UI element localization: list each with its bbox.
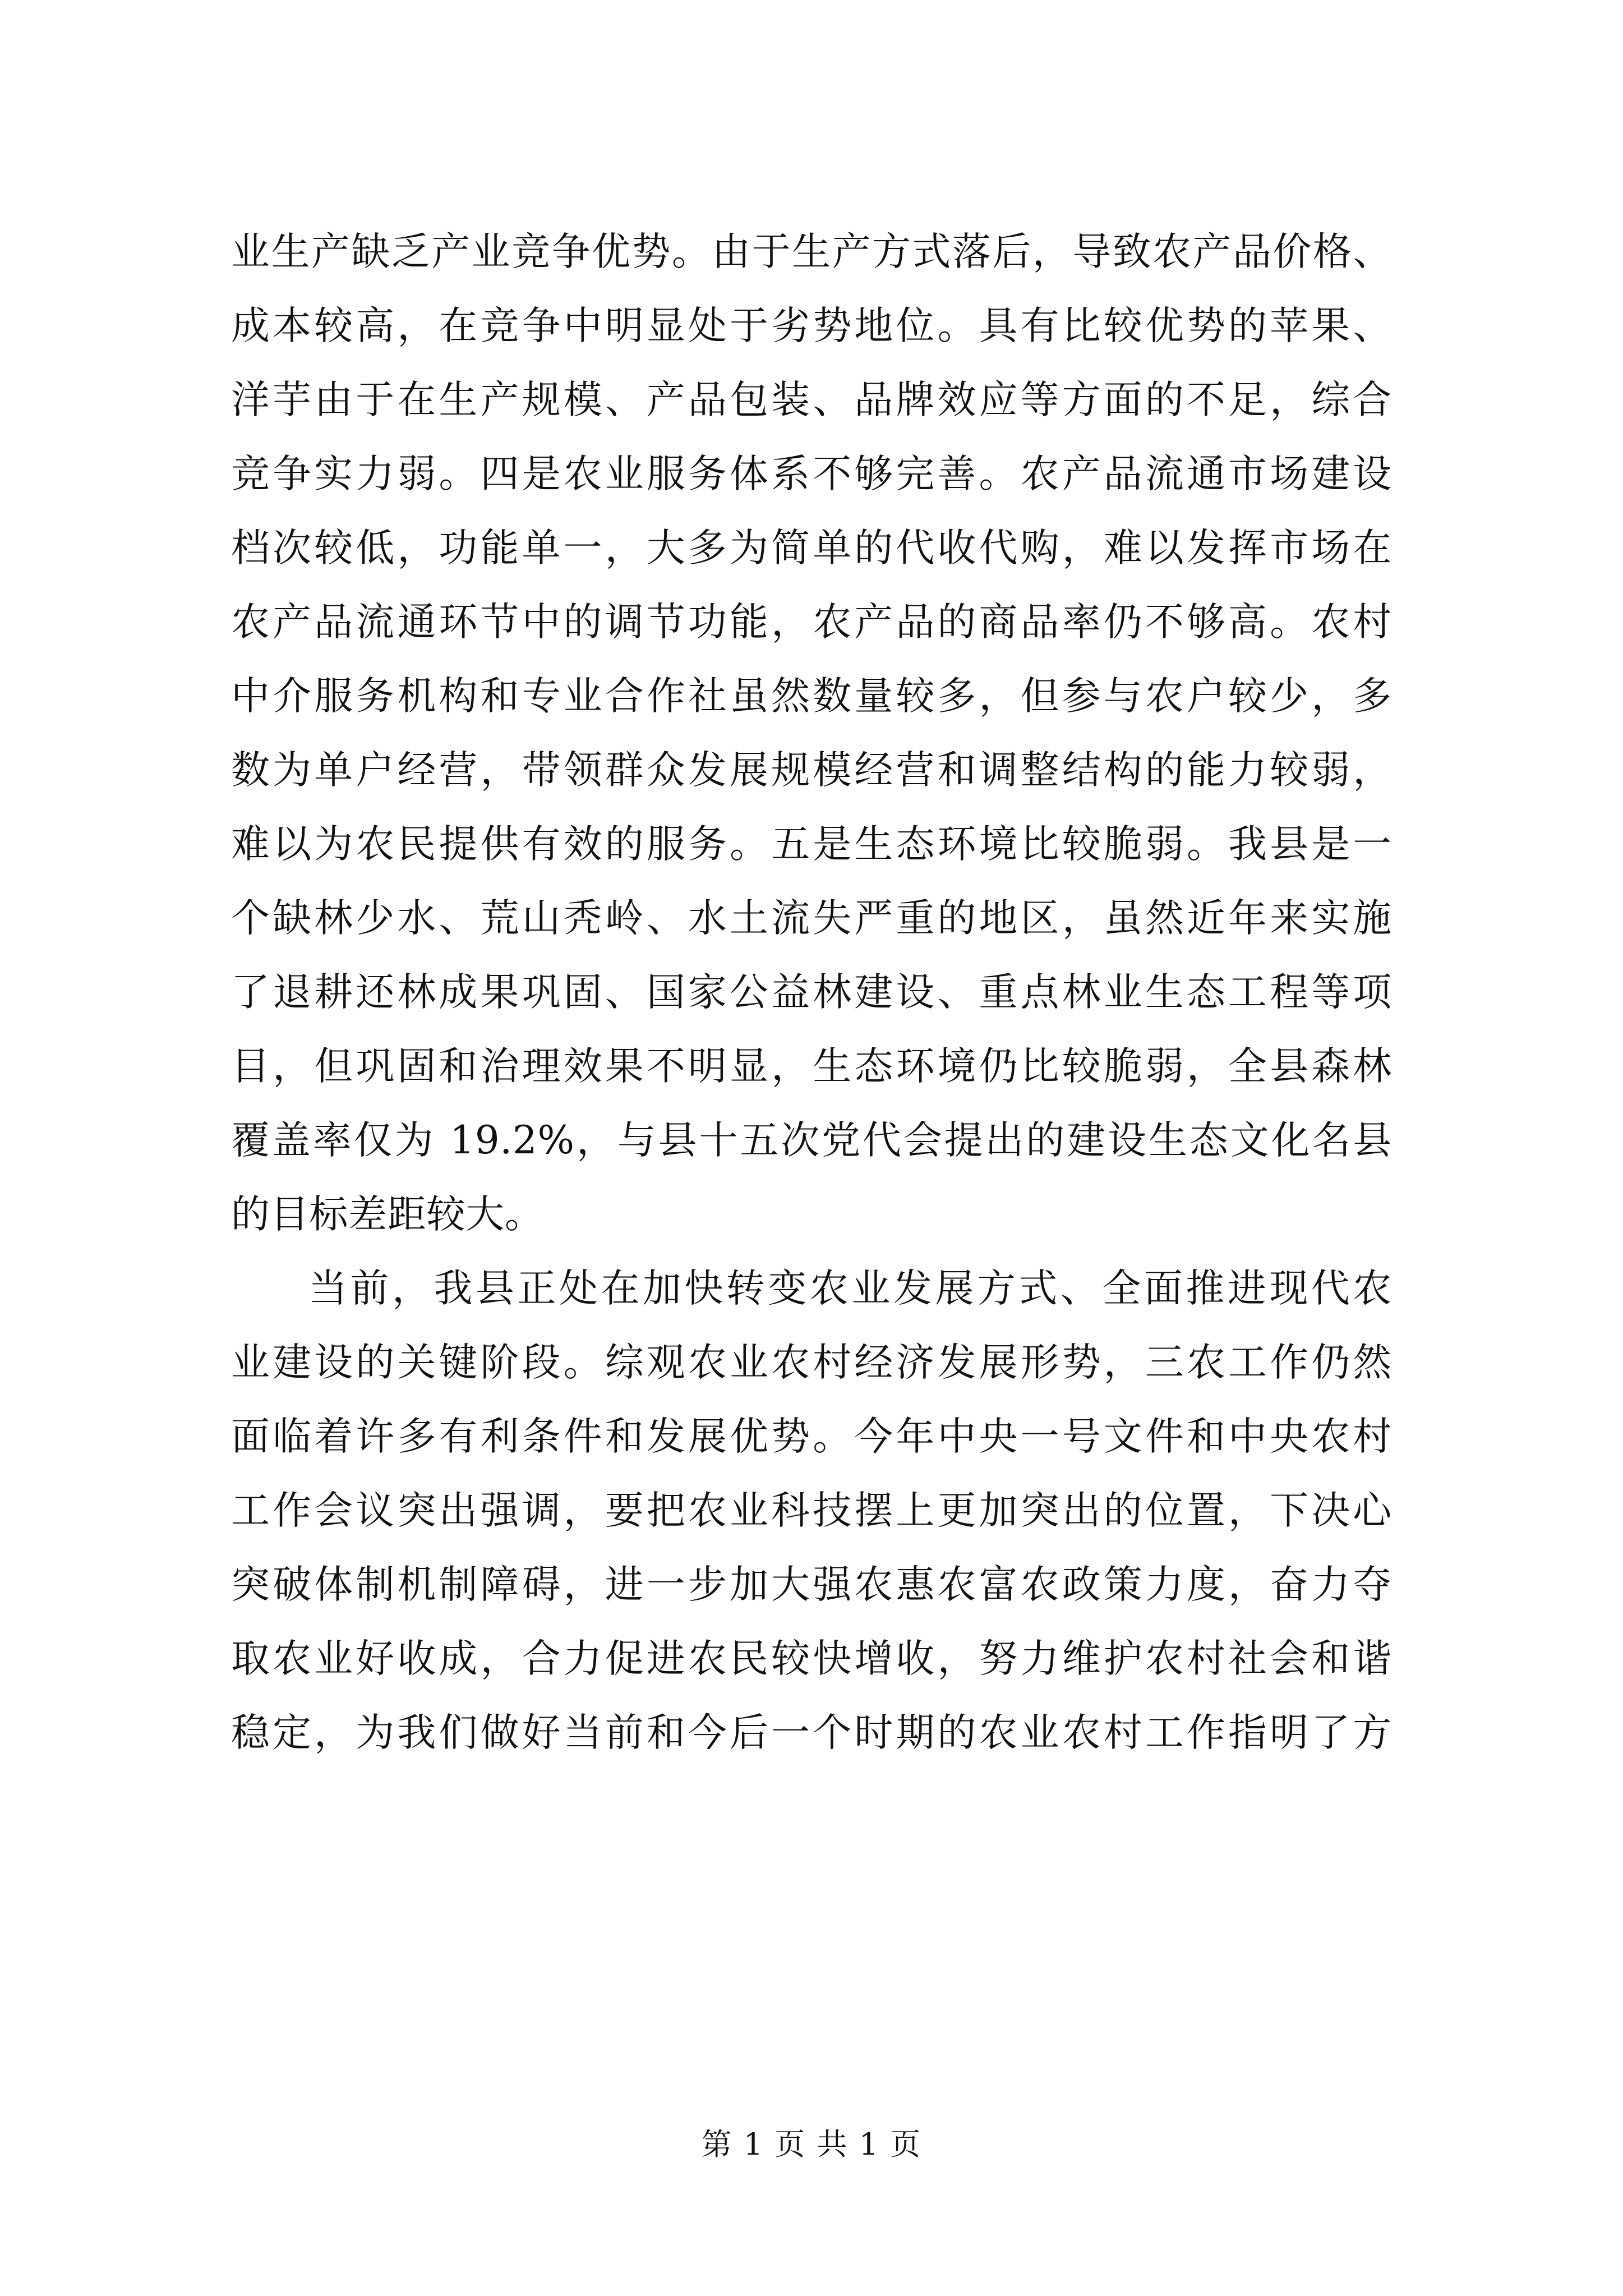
text-line: 了退耕还林成果巩固、国家公益林建设、重点林业生态工程等项: [231, 970, 1392, 1015]
text-line: 突破体制机制障碍，进一步加大强农惠农富农政策力度，奋力夺: [231, 1562, 1392, 1607]
text-line: 中介服务机构和专业合作社虽然数量较多，但参与农户较少，多: [231, 674, 1392, 719]
text-line: 取农业好收成，合力促进农民较快增收，努力维护农村社会和谐: [231, 1636, 1392, 1681]
text-line-paragraph-start: 当前，我县正处在加快转变农业发展方式、全面推进现代农: [308, 1266, 1392, 1311]
text-line: 个缺林少水、荒山秃岭、水土流失严重的地区，虽然近年来实施: [231, 896, 1392, 941]
text-line: 稳定，为我们做好当前和今后一个时期的农业农村工作指明了方: [231, 1710, 1392, 1755]
text-line: 农产品流通环节中的调节功能，农产品的商品率仍不够高。农村: [231, 600, 1392, 645]
page-number-footer: 第 1 页 共 1 页: [701, 2127, 922, 2162]
text-line: 成本较高，在竞争中明显处于劣势地位。具有比较优势的苹果、: [231, 303, 1392, 348]
text-line: 难以为农民提供有效的服务。五是生态环境比较脆弱。我县是一: [231, 822, 1392, 867]
body-text: [231, 215, 1392, 1770]
text-line: 业生产缺乏产业竞争优势。由于生产方式落后，导致农产品价格、: [231, 229, 1392, 274]
text-line: 竞争实力弱。四是农业服务体系不够完善。农产品流通市场建设: [231, 452, 1392, 496]
text-line: 洋芋由于在生产规模、产品包装、品牌效应等方面的不足，综合: [231, 378, 1392, 422]
text-line-paragraph-end: 的目标差距较大。: [231, 1192, 544, 1237]
text-line: 覆盖率仅为 19.2%，与县十五次党代会提出的建设生态文化名县: [231, 1118, 1392, 1163]
text-line: 档次较低，功能单一，大多为简单的代收代购，难以发挥市场在: [231, 526, 1392, 570]
text-line: 面临着许多有利条件和发展优势。今年中央一号文件和中央农村: [231, 1414, 1392, 1459]
text-line: 目，但巩固和治理效果不明显，生态环境仍比较脆弱，全县森林: [231, 1044, 1392, 1089]
text-line: 数为单户经营，带领群众发展规模经营和调整结构的能力较弱，: [231, 748, 1392, 793]
text-line: 业建设的关键阶段。综观农业农村经济发展形势，三农工作仍然: [231, 1340, 1392, 1385]
text-line: 工作会议突出强调，要把农业科技摆上更加突出的位置，下决心: [231, 1488, 1392, 1533]
